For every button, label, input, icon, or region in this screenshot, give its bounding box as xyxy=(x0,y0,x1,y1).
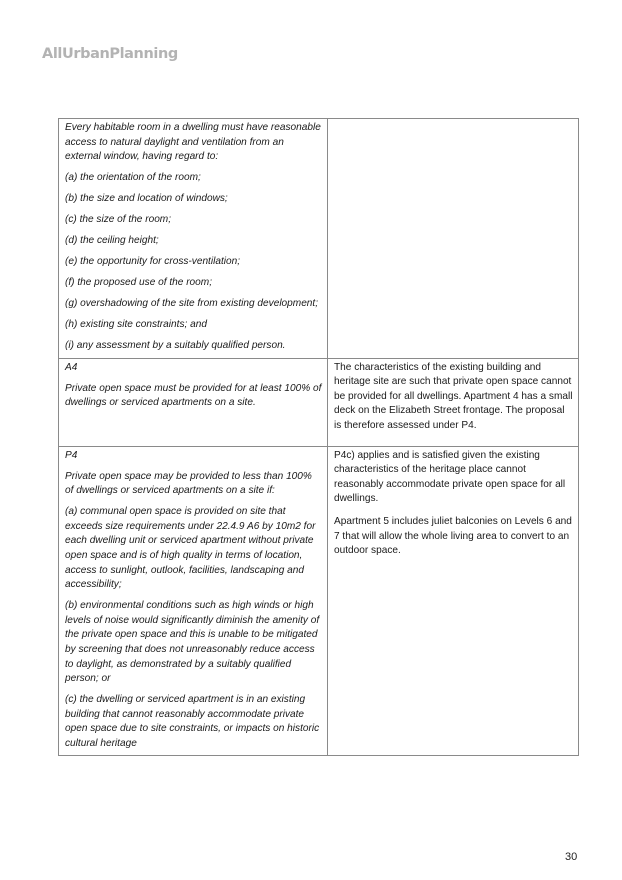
assessment-table xyxy=(58,118,579,756)
standard-paragraph: (d) the ceiling height; xyxy=(65,235,159,247)
assessment-paragraph: Apartment 5 includes juliet balconies on Levels 6 and 7 that will allow the whole living area to convert to an outdoor space. xyxy=(334,515,572,557)
standard-paragraph: (f) the proposed use of the room; xyxy=(65,277,213,289)
standard-paragraph: (c) the size of the room; xyxy=(65,214,172,226)
assessment-cell xyxy=(328,119,579,359)
standard-paragraph: Every habitable room in a dwelling must have reasonable access to natural daylight and ventilation from an external window, having regard to: xyxy=(65,122,321,163)
table-row xyxy=(59,119,579,359)
standard-paragraph: Private open space must be provided for at least 100% of dwellings or serviced apartments on a site. xyxy=(65,382,322,409)
clause-label: P4 xyxy=(65,449,78,461)
standard-paragraph: (g) overshadowing of the site from existing development; xyxy=(65,298,319,310)
standard-paragraph: (c) the dwelling or serviced apartment is in an existing building that cannot reasonably accommodate private open space due to site constraints, or impacts on historic cultural heritage xyxy=(65,694,320,749)
standard-cell xyxy=(59,119,328,359)
standard-paragraph: (h) existing site constraints; and xyxy=(65,319,207,331)
standard-paragraph: (i) any assessment by a suitably qualified person. xyxy=(65,340,286,352)
table-row xyxy=(59,358,579,446)
page-number: 30 xyxy=(565,851,578,863)
assessment-cell xyxy=(328,358,579,446)
table-row xyxy=(59,446,579,756)
standard-paragraph: Private open space may be provided to less than 100% of dwellings or serviced apartments on a site if: xyxy=(65,470,312,497)
assessment-paragraph: The characteristics of the existing building and heritage site are such that private open space cannot be provided for all dwellings. Apartment 4 has a small deck on the Elizabeth Street frontage. The proposal is therefore assessed under P4. xyxy=(334,361,573,432)
standard-cell xyxy=(59,358,328,446)
standard-paragraph: (b) environmental conditions such as high winds or high levels of noise would significantly diminish the amenity of the private open space and this is unable to be mitigated by screening that does not unreasonably reduce access to daylight, as demonstrated by a suitably qualified person; or xyxy=(65,600,320,685)
assessment-cell xyxy=(328,446,579,756)
company-logo: AllUrbanPlanning xyxy=(42,46,178,62)
assessment-paragraph: P4c) applies and is satisfied given the existing characteristics of the heritage place cannot reasonably accommodate private open space for all dwellings. xyxy=(334,449,566,505)
standard-cell xyxy=(59,446,328,756)
standard-paragraph: (a) communal open space is provided on site that exceeds size requirements under 22.4.9 A6 by 10m2 for each dwelling unit or serviced apartment without private open space and is of high quality in terms of location, access to sunlight, outlook, facilities, landscaping and accessibility; xyxy=(65,506,316,591)
standard-paragraph: (a) the orientation of the room; xyxy=(65,172,201,184)
standard-paragraph: (b) the size and location of windows; xyxy=(65,193,228,205)
standard-paragraph: (e) the opportunity for cross-ventilation; xyxy=(65,256,241,268)
clause-label: A4 xyxy=(65,361,78,373)
